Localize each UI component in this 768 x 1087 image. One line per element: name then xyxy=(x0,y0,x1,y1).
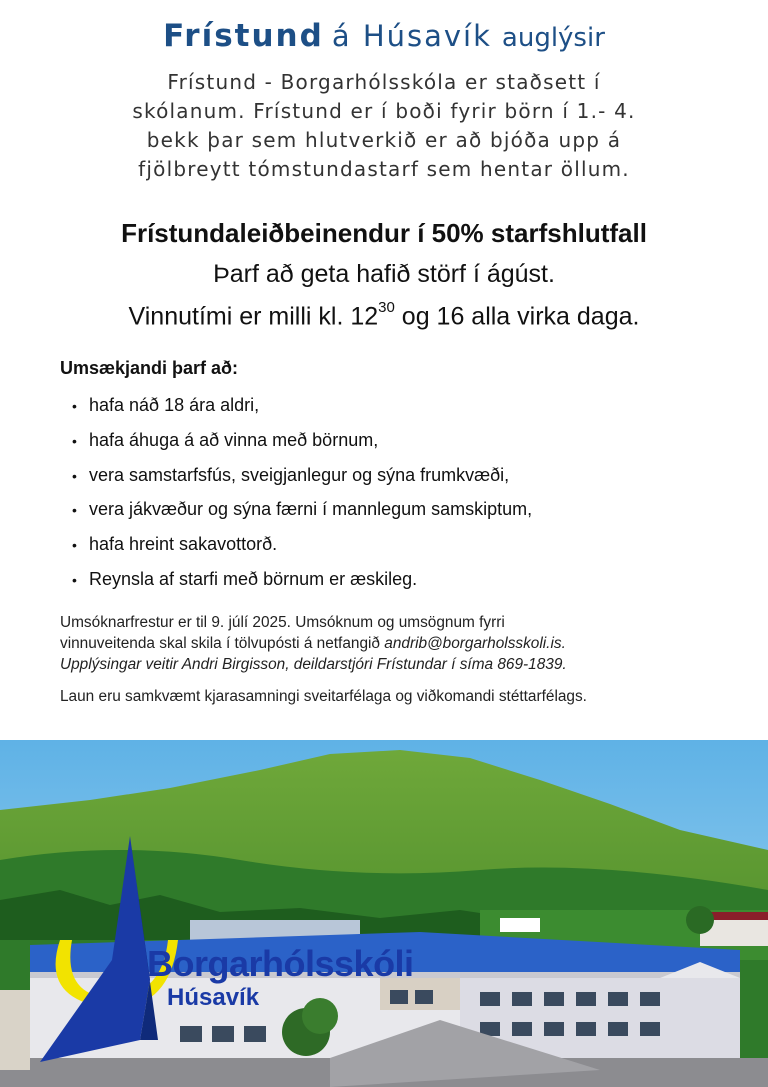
list-item xyxy=(72,562,532,597)
deadline-line: Umsóknarfrestur er til 9. júlí 2025. Umsóknum og umsögnum fyrri xyxy=(60,614,505,631)
submission-text: vinnuveitenda skal skila í tölvupósti á netfangið xyxy=(60,635,385,652)
side-building xyxy=(0,990,30,1070)
hours-text-before: Vinnutími er milli kl. 12 xyxy=(128,302,379,331)
intro-line: Frístund - Borgarhólsskóla er staðsett í xyxy=(167,70,601,94)
bullet-icon: • xyxy=(72,467,77,484)
email-link[interactable]: andrib@borgarholsskoli.is. xyxy=(384,635,566,652)
start-date-line: Þarf að geta hafið störf í ágúst. xyxy=(213,260,555,288)
list-item xyxy=(72,527,532,562)
requirement-text: vera samstarfsfús, sveigjanlegur og sýna frumkvæði, xyxy=(89,464,510,485)
distant-house xyxy=(500,918,540,932)
window xyxy=(212,1026,234,1042)
intro-line: fjölbreytt tómstundastarf sem hentar öllum. xyxy=(138,157,630,181)
list-item xyxy=(72,423,532,458)
title-suffix: auglýsir xyxy=(501,23,605,53)
title-rest: á Húsavík xyxy=(331,19,492,53)
window xyxy=(244,1026,266,1042)
intro-line: skólanum. Frístund er í boði fyrir börn í 1.- 4. xyxy=(132,99,636,123)
contact-line: Upplýsingar veitir Andri Birgisson, deildarstjóri Frístundar í síma 869-1839. xyxy=(60,656,567,673)
list-item xyxy=(72,388,532,423)
requirements-list xyxy=(72,388,532,597)
page-title xyxy=(0,18,768,54)
requirement-text: Reynsla af starfi með börnum er æskileg. xyxy=(89,568,418,589)
window xyxy=(480,992,500,1006)
logo-place: Húsavík xyxy=(167,984,260,1011)
working-hours-line xyxy=(0,299,768,331)
requirement-text: hafa áhuga á að vinna með börnum, xyxy=(89,429,379,450)
bullet-icon: • xyxy=(72,398,77,414)
school-logo xyxy=(147,944,414,1012)
window xyxy=(640,992,660,1006)
bullet-icon: • xyxy=(72,502,77,519)
application-paragraph xyxy=(60,612,750,675)
job-title: Frístundaleiðbeinendur í 50% starfshlutfall xyxy=(121,218,647,248)
intro-paragraph xyxy=(90,68,678,184)
hours-superscript: 30 xyxy=(378,299,395,316)
window xyxy=(544,992,564,1006)
intro-line: bekk þar sem hlutverkið er að bjóða upp á xyxy=(146,128,622,152)
window xyxy=(576,1022,596,1036)
window xyxy=(512,1022,532,1036)
landscape-illustration xyxy=(0,740,768,1087)
requirements-heading: Umsækjandi þarf að: xyxy=(60,358,239,378)
window xyxy=(415,990,433,1004)
tree xyxy=(686,906,714,934)
window xyxy=(180,1026,202,1042)
window xyxy=(608,1022,628,1036)
logo-name: Borgarhólsskóli xyxy=(147,943,414,984)
window xyxy=(608,992,628,1006)
title-bold: Frístund xyxy=(163,18,324,54)
window xyxy=(576,992,596,1006)
requirement-text: vera jákvæður og sýna færni í mannlegum samskiptum, xyxy=(89,499,533,520)
requirement-text: hafa náð 18 ára aldri, xyxy=(89,395,260,415)
window xyxy=(512,992,532,1006)
hours-text-after: og 16 alla virka daga. xyxy=(394,302,640,331)
submission-line xyxy=(60,633,750,654)
requirement-text: hafa hreint sakavottorð. xyxy=(89,534,278,555)
salary-line: Laun eru samkvæmt kjarasamningi sveitarfélaga og viðkomandi stéttarfélags. xyxy=(60,688,587,705)
bullet-icon: • xyxy=(72,571,77,588)
bullet-icon: • xyxy=(72,432,77,449)
list-item xyxy=(72,458,532,493)
bullet-icon: • xyxy=(72,537,77,554)
school-photo xyxy=(0,740,768,1087)
distant-roof xyxy=(705,912,768,920)
window xyxy=(544,1022,564,1036)
window xyxy=(640,1022,660,1036)
list-item xyxy=(72,492,532,527)
